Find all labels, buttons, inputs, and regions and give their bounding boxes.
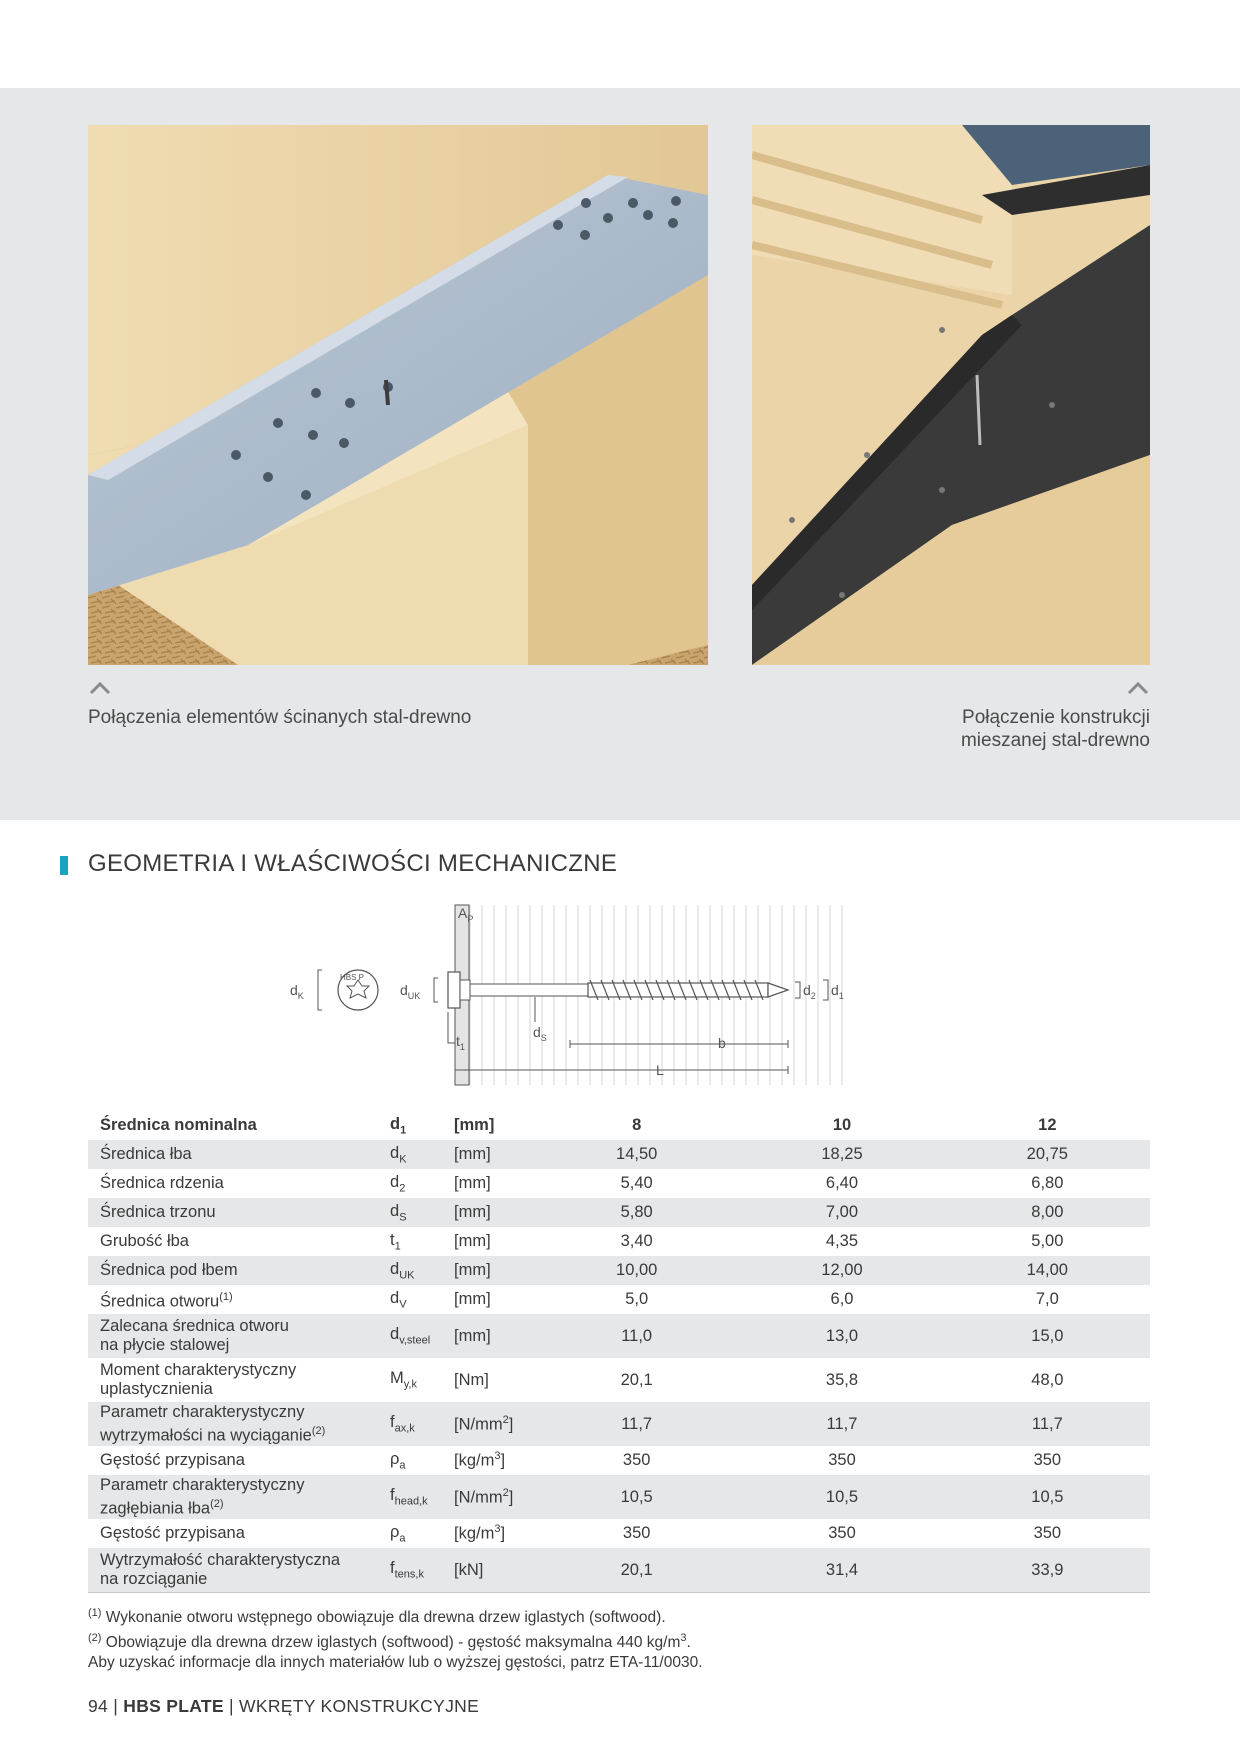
value-cell: 6,0 [830, 1290, 854, 1308]
value-cell: 350 [828, 1451, 856, 1469]
property-symbol: $d_{UK}$ [378, 1256, 442, 1285]
svg-text:d1: $d_1$ [831, 982, 844, 1001]
property-symbol: $\rho_a$ [390, 1522, 406, 1545]
property-unit: [Nm] [454, 1370, 489, 1389]
property-unit: [mm] [454, 1232, 491, 1250]
property-unit: $[kg/m^3]$ [454, 1523, 506, 1543]
header-unit: [mm] [454, 1116, 495, 1134]
header-value: 12 [1038, 1116, 1057, 1134]
photo-caption: Połączenie konstrukcji mieszanej stal-drewno [960, 707, 1150, 751]
property-symbol: $\rho_a$ [390, 1449, 406, 1472]
svg-text:d2: $d_2$ [803, 982, 816, 1001]
property-name: Wytrzymałość charakterystyczna na rozciąganie [88, 1548, 378, 1593]
property-name: Grubość łba [100, 1232, 189, 1250]
value-cell: 11,7 [534, 1402, 739, 1446]
footnote: $^{(1)}$ Wykonanie otworu wstępnego obowiązuje dla drewna drzew iglastych (softwood). [88, 1607, 666, 1627]
property-name: Parametr charakterystyczny wytrzymałości na wyciąganie$^{(2)}$ [88, 1402, 378, 1446]
value-cell: 48,0 [1031, 1370, 1064, 1389]
value-cell: 350 [622, 1524, 651, 1542]
table-row [88, 1548, 1150, 1593]
head-marking: HBS P [340, 973, 365, 982]
value-cell: 10,5 [534, 1475, 739, 1519]
property-name: Średnica pod łbem [88, 1256, 378, 1285]
value-cell: 10,5 [945, 1475, 1150, 1519]
header-name: Średnica nominalna [100, 1116, 257, 1134]
value-cell: 11,0 [534, 1314, 739, 1358]
value-cell: 11,7 [739, 1402, 944, 1446]
value-cell: 14,50 [534, 1140, 739, 1169]
value-cell: 10,00 [534, 1256, 739, 1285]
value-cell: 6,40 [825, 1174, 859, 1192]
section-marker [60, 856, 68, 875]
property-name: Średnica trzonu [88, 1198, 378, 1227]
value-cell: 33,9 [945, 1548, 1150, 1593]
value-cell: 10,5 [739, 1475, 944, 1519]
property-name: Zalecana średnica otworu na płycie stalowej [88, 1314, 378, 1358]
table-row [88, 1285, 1150, 1314]
page-footer: 94 | HBS PLATE | WKRĘTY KONSTRUKCYJNE [88, 1696, 480, 1716]
photo-caption: Połączenia elementów ścinanych stal-drewno [88, 707, 472, 728]
value-cell: 8,00 [945, 1198, 1150, 1227]
value-cell: 11,7 [945, 1402, 1150, 1446]
table-row [88, 1358, 1150, 1402]
value-cell: 20,75 [945, 1140, 1150, 1169]
footnote: $^{(2)}$ Obowiązuje dla drewna drzew iglastych (softwood) - gęstość maksymalna 440 $kg/m^3$. [88, 1632, 691, 1652]
svg-text:AP: $A_P$ [458, 905, 474, 924]
value-cell: 6,80 [1031, 1174, 1064, 1192]
section-title: GEOMETRIA I WŁAŚCIWOŚCI MECHANICZNE [88, 850, 618, 877]
property-unit: [mm] [442, 1256, 534, 1285]
property-symbol: $d_K$ [378, 1140, 442, 1169]
footnote: Aby uzyskać informacje dla innych materiałów lub o wyższej gęstości, patrz ETA-11/0030. [88, 1654, 703, 1672]
table-header-row [88, 1111, 1150, 1140]
value-cell: 15,0 [945, 1314, 1150, 1358]
value-cell: 4,35 [825, 1232, 859, 1250]
property-name: Gęstość przypisana [100, 1451, 245, 1469]
property-unit: [kN] [442, 1548, 534, 1593]
property-name: Średnica łba [88, 1140, 378, 1169]
property-name: Średnica otworu$^{(1)}$ [100, 1290, 233, 1311]
value-cell: 20,1 [534, 1548, 739, 1593]
property-symbol: $f_{tens,k}$ [378, 1548, 442, 1593]
value-cell: 350 [1033, 1524, 1062, 1542]
property-symbol: $f_{ax,k}$ [378, 1402, 442, 1446]
svg-text:dS: $d_S$ [533, 1024, 547, 1043]
value-cell: 18,25 [739, 1140, 944, 1169]
specs-table-body [88, 1111, 1150, 1593]
category-name: WKRĘTY KONSTRUKCYJNE [239, 1696, 480, 1716]
value-cell: 12,00 [739, 1256, 944, 1285]
value-cell: 5,00 [1031, 1232, 1064, 1250]
product-name: HBS PLATE [123, 1696, 224, 1716]
value-cell: 350 [1033, 1451, 1062, 1469]
property-unit: $[N/mm^2]$ [442, 1402, 534, 1446]
table-row [88, 1227, 1150, 1256]
value-cell: 7,00 [739, 1198, 944, 1227]
table-row [88, 1402, 1150, 1446]
property-symbol: $t_1$ [390, 1230, 401, 1253]
value-cell: 3,40 [620, 1232, 653, 1250]
steel-beam-on-clt-photo [752, 125, 1150, 665]
property-name: Parametr charakterystyczny zagłębiania łba$^{(2)}$ [88, 1475, 378, 1519]
value-cell: 31,4 [739, 1548, 944, 1593]
property-symbol: $d_{v,steel}$ [378, 1314, 442, 1358]
caret-up-icon [88, 680, 112, 696]
table-row [88, 1256, 1150, 1285]
table-row [88, 1446, 1150, 1475]
property-symbol: $f_{head,k}$ [378, 1475, 442, 1519]
page-number: 94 [88, 1696, 109, 1716]
property-name: Średnica rdzenia [100, 1174, 224, 1192]
property-unit: [mm] [442, 1198, 534, 1227]
table-row [88, 1169, 1150, 1198]
property-symbol: $d_2$ [390, 1172, 406, 1195]
specs-table [88, 1111, 1150, 1593]
property-unit: $[kg/m^3]$ [454, 1450, 506, 1470]
value-cell: 5,0 [625, 1290, 649, 1308]
caret-up-icon [1126, 680, 1150, 696]
value-cell: 5,80 [534, 1198, 739, 1227]
svg-text:L: L [656, 1062, 664, 1078]
value-cell: 14,00 [945, 1256, 1150, 1285]
value-cell: 13,0 [739, 1314, 944, 1358]
steel-plate-on-timber-photo [88, 125, 708, 665]
value-cell: 7,0 [1035, 1290, 1059, 1308]
property-symbol: $d_V$ [390, 1288, 407, 1311]
value-cell: 350 [622, 1451, 651, 1469]
header-value: 8 [632, 1116, 642, 1134]
property-name: Moment charakterystyczny uplastycznienia [100, 1361, 297, 1398]
property-name: Gęstość przypisana [100, 1524, 245, 1542]
screw-geometry-diagram [290, 900, 950, 1090]
property-unit: $[N/mm^2]$ [442, 1475, 534, 1519]
svg-text:dUK: $d_{UK}$ [400, 982, 421, 1001]
table-row [88, 1475, 1150, 1519]
value-cell: 20,1 [620, 1370, 653, 1389]
header-symbol: $d_1$ [390, 1114, 407, 1137]
svg-text:t1: $t_1$ [456, 1033, 465, 1052]
property-unit: [mm] [454, 1290, 491, 1308]
property-unit: [mm] [442, 1314, 534, 1358]
table-row [88, 1314, 1150, 1358]
value-cell: 35,8 [825, 1370, 859, 1389]
property-unit: [mm] [442, 1140, 534, 1169]
table-row [88, 1140, 1150, 1169]
property-symbol: $M_{y,k}$ [390, 1369, 417, 1391]
footnotes [88, 1603, 703, 1673]
svg-text:dK: $d_K$ [290, 982, 304, 1001]
property-symbol: $d_S$ [378, 1198, 442, 1227]
property-unit: [mm] [454, 1174, 491, 1192]
value-cell: 5,40 [620, 1174, 653, 1192]
table-row [88, 1519, 1150, 1548]
value-cell: 350 [828, 1524, 856, 1542]
svg-text:b: b [718, 1035, 726, 1051]
table-row [88, 1198, 1150, 1227]
header-value: 10 [832, 1116, 852, 1134]
